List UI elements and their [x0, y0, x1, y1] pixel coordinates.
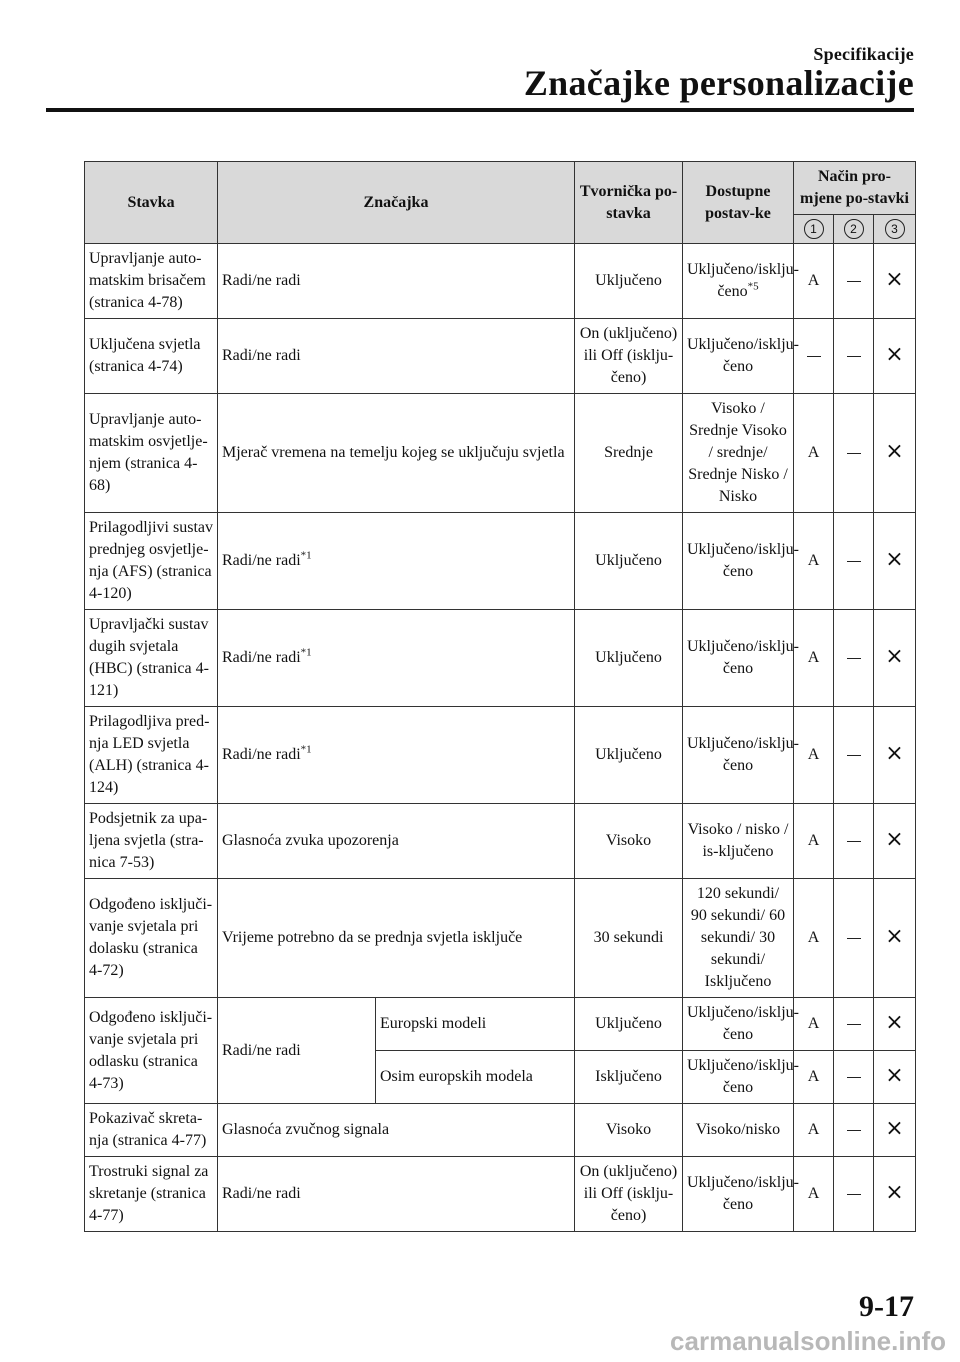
cell-item: Upravljački sustav dugih svjetala (HBC) (stranica 4-121) [85, 610, 218, 707]
cell-feature: Glasnoća zvuka upozorenja [218, 804, 575, 879]
cell-item: Upravljanje auto-matskim osvjetlje-njem (stranica 4-68) [85, 394, 218, 513]
col-feature-header: Značajka [218, 162, 575, 244]
cell-method-1: A [794, 707, 834, 804]
cross-mark: × [885, 1116, 904, 1141]
dash-mark [847, 1024, 861, 1025]
cell-factory: Srednje [575, 394, 683, 513]
table-row [85, 707, 916, 804]
dash-mark [847, 1194, 861, 1195]
cell-factory: On (uključeno) ili Off (isklju-čeno) [575, 319, 683, 394]
cell-subvariant: Europski modeli [376, 998, 575, 1051]
cross-mark: × [885, 924, 904, 949]
cell-factory: Uključeno [575, 998, 683, 1051]
cell-factory: Visoko [575, 804, 683, 879]
cell-item: Upravljanje auto-matskim brisačem (stranica 4-78) [85, 244, 218, 319]
method-3-header: 3 [874, 215, 916, 244]
cell-available: Uključeno/isklju-čeno [683, 998, 794, 1051]
method-2-header: 2 [834, 215, 874, 244]
cross-mark: × [885, 439, 904, 464]
cell-method-3 [874, 319, 916, 394]
dash-mark [847, 1077, 861, 1078]
cell-method-2 [834, 610, 874, 707]
cell-method-3 [874, 1104, 916, 1157]
cell-method-1: A [794, 998, 834, 1051]
cell-item: Prilagodljivi sustav prednjeg osvjetlje-nja (AFS) (stranica 4-120) [85, 513, 218, 610]
cell-feature: Radi/ne radi$^{*1}$ [218, 513, 575, 610]
cell-method-3 [874, 1157, 916, 1232]
cell-factory: Visoko [575, 1104, 683, 1157]
cell-feature: Radi/ne radi$^{*1}$ [218, 610, 575, 707]
cell-method-2 [834, 1157, 874, 1232]
cell-method-2 [834, 998, 874, 1051]
cell-available: Visoko / Srednje Visoko / srednje/ Srednje Nisko / Nisko [683, 394, 794, 513]
cell-method-3 [874, 610, 916, 707]
cell-method-2 [834, 1051, 874, 1104]
cell-method-1: A [794, 1104, 834, 1157]
cell-feature: Radi/ne radi [218, 1157, 575, 1232]
personalization-table [84, 161, 916, 1232]
cell-item: Odgođeno isključi-vanje svjetala pri odlasku (stranica 4-73) [85, 998, 218, 1104]
cell-method-1: A [794, 244, 834, 319]
cell-factory: Uključeno [575, 513, 683, 610]
cell-method-1: A [794, 610, 834, 707]
col-factory-header: Tvornička po-stavka [575, 162, 683, 244]
cross-mark: × [885, 1010, 904, 1035]
table-row [85, 244, 916, 319]
col-method-header: Način pro-mjene po-stavki [794, 162, 916, 215]
cell-available: Uključeno/isklju-čeno [683, 610, 794, 707]
cross-mark: × [885, 1180, 904, 1205]
cell-method-2 [834, 513, 874, 610]
cell-method-2 [834, 319, 874, 394]
dash-mark [847, 561, 861, 562]
method-1-header: 1 [794, 215, 834, 244]
cell-available: Uključeno/isklju-čeno [683, 513, 794, 610]
header-rule [46, 108, 914, 112]
dash-mark [847, 281, 861, 282]
table-row [85, 610, 916, 707]
cell-method-3 [874, 804, 916, 879]
cell-factory: Isključeno [575, 1051, 683, 1104]
cell-available: Uključeno/isklju-čeno [683, 1157, 794, 1232]
cell-item: Trostruki signal za skretanje (stranica 4-77) [85, 1157, 218, 1232]
cell-feature: Radi/ne radi [218, 998, 376, 1104]
cell-subvariant: Osim europskih modela [376, 1051, 575, 1104]
dash-mark [847, 453, 861, 454]
cell-feature: Radi/ne radi$^{*1}$ [218, 707, 575, 804]
cell-feature: Radi/ne radi [218, 244, 575, 319]
cell-method-1: A [794, 513, 834, 610]
cell-method-3 [874, 707, 916, 804]
table-row [85, 394, 916, 513]
cross-mark: × [885, 342, 904, 367]
cell-method-2 [834, 1104, 874, 1157]
cell-method-3 [874, 879, 916, 998]
cell-factory: On (uključeno) ili Off (isklju-čeno) [575, 1157, 683, 1232]
cell-feature: Glasnoća zvučnog signala [218, 1104, 575, 1157]
dash-mark [847, 1130, 861, 1131]
table-row [85, 319, 916, 394]
cross-mark: × [885, 547, 904, 572]
cross-mark: × [885, 644, 904, 669]
cell-available: Visoko / nisko / is-ključeno [683, 804, 794, 879]
table-row [85, 1157, 916, 1232]
cell-method-2 [834, 244, 874, 319]
cell-feature: Vrijeme potrebno da se prednja svjetla isključe [218, 879, 575, 998]
cross-mark: × [885, 267, 904, 292]
cell-method-2 [834, 804, 874, 879]
page-number: 9-17 [859, 1290, 914, 1323]
cell-item: Prilagodljiva pred-nja LED svjetla (ALH) (stranica 4-124) [85, 707, 218, 804]
dash-mark [807, 356, 821, 357]
dash-mark [847, 356, 861, 357]
cell-method-2 [834, 394, 874, 513]
cell-feature: Mjerač vremena na temelju kojeg se uključuju svjetla [218, 394, 575, 513]
cell-factory: 30 sekundi [575, 879, 683, 998]
cell-item: Podsjetnik za upa-ljena svjetla (stra-nica 7-53) [85, 804, 218, 879]
cell-available: 120 sekundi/ 90 sekundi/ 60 sekundi/ 30 sekundi/ Isključeno [683, 879, 794, 998]
section-label: Specifikacije [813, 44, 914, 64]
page-title: Značajke personalizacije [523, 63, 914, 103]
cell-method-1: A [794, 1051, 834, 1104]
cell-method-1 [794, 319, 834, 394]
cross-mark: × [885, 1063, 904, 1088]
cell-method-2 [834, 707, 874, 804]
cell-item: Uključena svjetla (stranica 4-74) [85, 319, 218, 394]
dash-mark [847, 658, 861, 659]
cell-method-3 [874, 1051, 916, 1104]
col-available-header: Dostupne postav-ke [683, 162, 794, 244]
dash-mark [847, 938, 861, 939]
cell-available: Visoko/nisko [683, 1104, 794, 1157]
cell-method-1: A [794, 1157, 834, 1232]
cell-item: Pokazivač skreta-nja (stranica 4-77) [85, 1104, 218, 1157]
cell-method-3 [874, 394, 916, 513]
cell-method-1: A [794, 394, 834, 513]
cross-mark: × [885, 741, 904, 766]
dash-mark [847, 755, 861, 756]
table-row [85, 1104, 916, 1157]
cell-method-3 [874, 244, 916, 319]
cell-method-1: A [794, 804, 834, 879]
table-row [85, 998, 916, 1051]
cell-method-2 [834, 879, 874, 998]
cell-factory: Uključeno [575, 707, 683, 804]
cell-factory: Uključeno [575, 610, 683, 707]
cell-method-3 [874, 513, 916, 610]
cell-available: Uključeno/isklju-čeno [683, 707, 794, 804]
cell-feature: Radi/ne radi [218, 319, 575, 394]
cell-factory: Uključeno [575, 244, 683, 319]
table-row [85, 879, 916, 998]
table-row [85, 804, 916, 879]
table-row [85, 513, 916, 610]
cell-available: Uključeno/isklju-čeno [683, 1051, 794, 1104]
cell-method-1: A [794, 879, 834, 998]
cell-available: Uključeno/isklju-čeno [683, 319, 794, 394]
watermark: carmanualsonline.info [670, 1326, 946, 1356]
cell-method-3 [874, 998, 916, 1051]
dash-mark [847, 841, 861, 842]
cell-item: Odgođeno isključi-vanje svjetala pri dolasku (stranica 4-72) [85, 879, 218, 998]
cell-available: Uključeno/isklju-čeno$^{*5}$ [683, 244, 794, 319]
col-item-header: Stavka [85, 162, 218, 244]
cross-mark: × [885, 827, 904, 852]
